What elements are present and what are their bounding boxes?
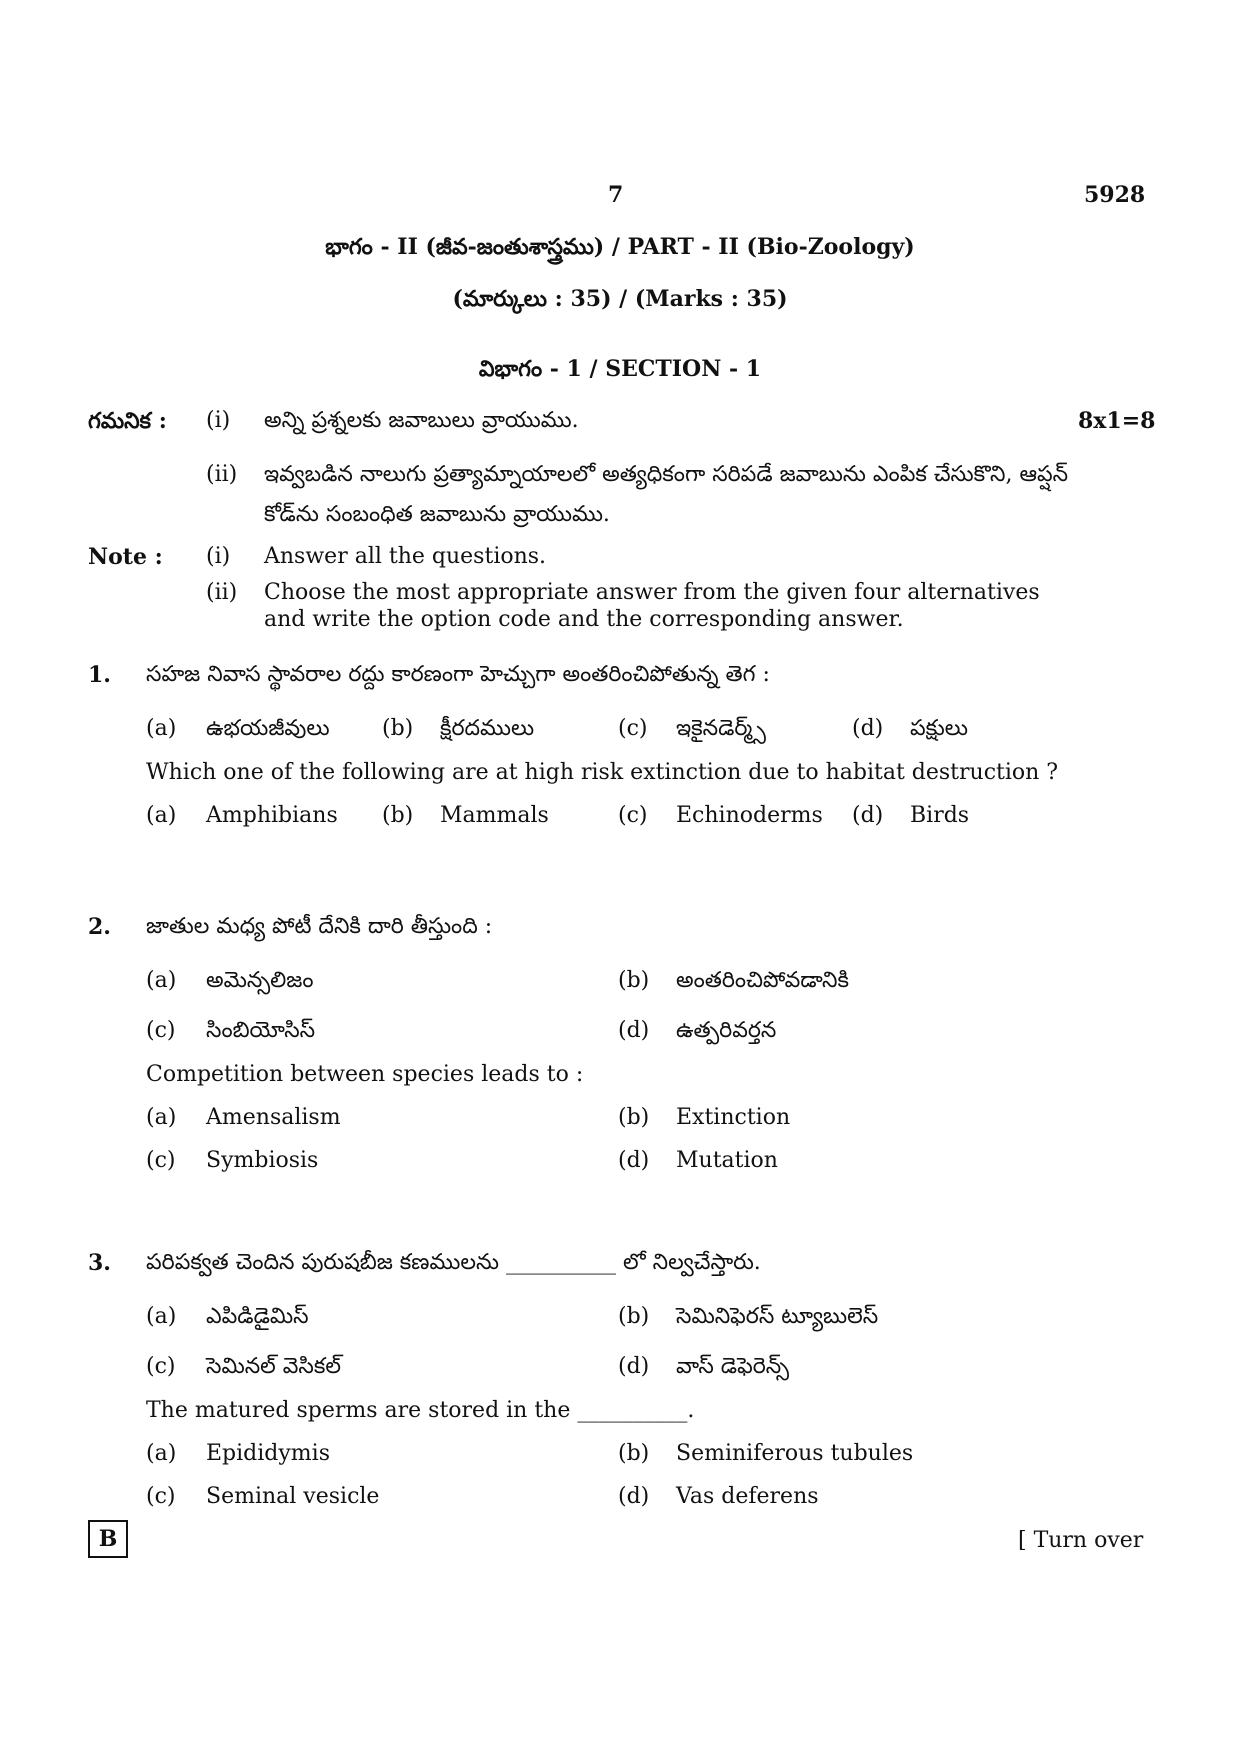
q2-te-opt-c: సింబియోసిస్ — [206, 1018, 316, 1043]
q2-te-opt-c-key: (c) — [146, 1018, 176, 1043]
q2-en-opt-a-key: (a) — [146, 1105, 177, 1130]
english-note-1-num: (i) — [206, 544, 231, 569]
q3-te-opt-d: వాస్ డెఫెరెన్స్ — [676, 1354, 790, 1379]
q3-te-opt-c-key: (c) — [146, 1354, 176, 1379]
question-3-english: The matured sperms are stored in the __________. — [146, 1398, 695, 1423]
question-1-telugu: సహజ నివాస స్థావరాల రద్దు కారణంగా హెచ్చుగా అంతరించిపోతున్న తెగ : — [146, 662, 770, 687]
question-3-telugu: పరిపక్వత చెందిన పురుషబీజ కణములను __________ లో నిల్వచేస్తారు. — [146, 1250, 761, 1275]
telugu-note-2-line-1: ఇవ్వబడిన నాలుగు ప్రత్యామ్నాయాలలో అత్యధికంగా సరిపడే జవాబును ఎంపిక చేసుకొని, ఆప్షన్ — [264, 462, 1069, 487]
q1-en-opt-a-key: (a) — [146, 803, 177, 828]
q3-en-opt-d: Vas deferens — [676, 1484, 819, 1509]
q3-te-opt-b: సెమినిఫెరస్ ట్యూబులెస్ — [676, 1304, 879, 1329]
question-1-number: 1. — [88, 662, 111, 688]
q1-en-opt-d-key: (d) — [852, 803, 884, 828]
telugu-note-1-num: (i) — [206, 408, 231, 433]
q1-en-opt-d: Birds — [910, 803, 970, 828]
q3-en-opt-d-key: (d) — [618, 1484, 650, 1509]
marks-line: (మార్కులు : 35) / (Marks : 35) — [452, 286, 788, 312]
english-note-2-line-1: Choose the most appropriate answer from the given four alternatives — [264, 580, 1040, 605]
telugu-note-1-text: అన్ని ప్రశ్నలకు జవాబులు వ్రాయుము. — [264, 408, 579, 433]
q3-te-opt-b-key: (b) — [618, 1304, 650, 1329]
q3-en-opt-b: Seminiferous tubules — [676, 1441, 914, 1466]
english-note-label: Note : — [88, 544, 163, 570]
q3-te-opt-a: ఎపిడిడైమిస్ — [206, 1304, 309, 1329]
telugu-note-label: గమనిక : — [88, 408, 167, 434]
question-2-telugu: జాతుల మధ్య పోటీ దేనికి దారి తీస్తుంది : — [146, 914, 493, 939]
q1-en-opt-c-key: (c) — [618, 803, 648, 828]
q1-en-opt-b: Mammals — [440, 803, 549, 828]
telugu-note-2-line-2: కోడ్‌ను సంబంధిత జవాబును వ్రాయుము. — [264, 502, 610, 527]
q3-en-opt-b-key: (b) — [618, 1441, 650, 1466]
english-note-2-line-2: and write the option code and the corresponding answer. — [264, 607, 904, 632]
q2-en-opt-d: Mutation — [676, 1148, 778, 1173]
booklet-series-box: B — [88, 1520, 128, 1558]
q2-en-opt-c-key: (c) — [146, 1148, 176, 1173]
telugu-note-2-num: (ii) — [206, 462, 238, 487]
section-title: విభాగం - 1 / SECTION - 1 — [478, 356, 762, 382]
q2-te-opt-b-key: (b) — [618, 968, 650, 993]
q2-te-opt-b: అంతరించిపోవడానికి — [676, 968, 849, 993]
q1-en-opt-a: Amphibians — [206, 803, 338, 828]
q2-te-opt-d: ఉత్పరివర్తన — [676, 1018, 777, 1043]
q1-en-opt-b-key: (b) — [382, 803, 414, 828]
q1-te-opt-b: క్షీరదములు — [440, 716, 535, 741]
turn-over-label: [ Turn over — [1018, 1528, 1144, 1553]
q1-te-opt-c-key: (c) — [618, 716, 648, 741]
q2-en-opt-c: Symbiosis — [206, 1148, 319, 1173]
english-note-2-num: (ii) — [206, 580, 238, 605]
page-number: 7 — [608, 182, 624, 208]
q1-en-opt-c: Echinoderms — [676, 803, 823, 828]
q2-te-opt-d-key: (d) — [618, 1018, 650, 1043]
q2-en-opt-a: Amensalism — [206, 1105, 341, 1130]
marks-scheme: 8x1=8 — [1078, 408, 1156, 434]
q3-en-opt-a-key: (a) — [146, 1441, 177, 1466]
q3-te-opt-c: సెమినల్ వెసికల్ — [206, 1354, 341, 1379]
question-3-number: 3. — [88, 1250, 111, 1276]
question-2-number: 2. — [88, 914, 111, 940]
q3-en-opt-a: Epididymis — [206, 1441, 330, 1466]
q1-te-opt-d-key: (d) — [852, 716, 884, 741]
q2-en-opt-d-key: (d) — [618, 1148, 650, 1173]
q2-te-opt-a: అమెన్సలిజం — [206, 968, 314, 993]
q2-te-opt-a-key: (a) — [146, 968, 177, 993]
q3-te-opt-d-key: (d) — [618, 1354, 650, 1379]
q3-en-opt-c-key: (c) — [146, 1484, 176, 1509]
q2-en-opt-b-key: (b) — [618, 1105, 650, 1130]
part-title: భాగం - II (జీవ-జంతుశాస్త్రము) / PART - II (Bio-Zoology) — [325, 234, 915, 260]
q2-en-opt-b: Extinction — [676, 1105, 791, 1130]
q1-te-opt-b-key: (b) — [382, 716, 414, 741]
paper-code: 5928 — [1084, 182, 1146, 208]
english-note-1-text: Answer all the questions. — [264, 544, 547, 569]
q1-te-opt-c: ఇకైనడెర్మ్స్ — [676, 716, 767, 741]
question-2-english: Competition between species leads to : — [146, 1062, 584, 1087]
q3-en-opt-c: Seminal vesicle — [206, 1484, 380, 1509]
q1-te-opt-a-key: (a) — [146, 716, 177, 741]
question-1-english: Which one of the following are at high risk extinction due to habitat destruction ? — [146, 760, 1059, 785]
q1-te-opt-d: పక్షులు — [910, 716, 968, 741]
q3-te-opt-a-key: (a) — [146, 1304, 177, 1329]
q1-te-opt-a: ఉభయజీవులు — [206, 716, 330, 741]
